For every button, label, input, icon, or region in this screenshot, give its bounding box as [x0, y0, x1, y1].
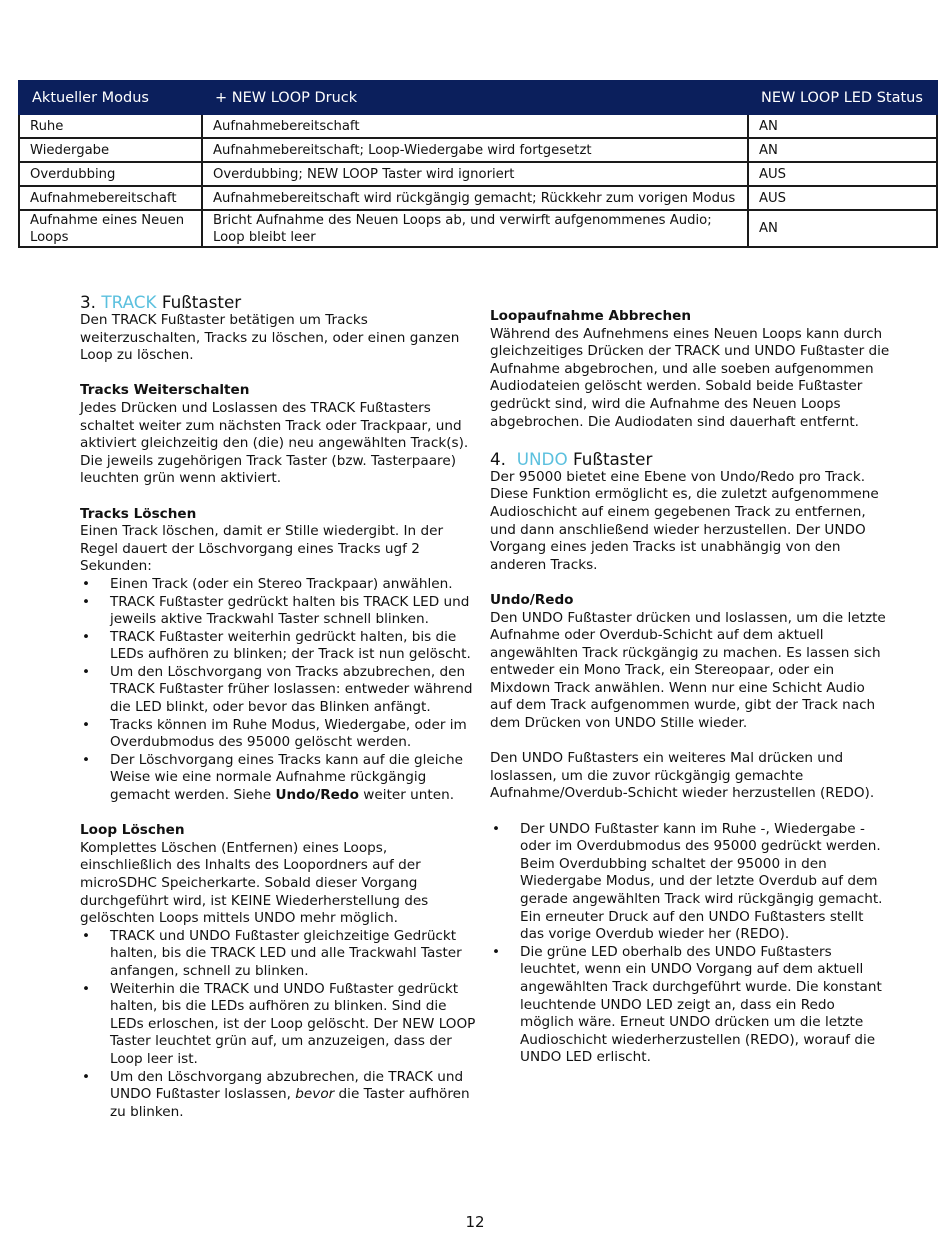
list-item-text: weiter unten.	[358, 787, 455, 804]
list-item-text: Um den Löschvorgang abzubrechen, die TRACK und UNDO Fußtaster loslassen,	[110, 1068, 464, 1103]
table-cell: Aufnahmebereitschaft	[19, 186, 202, 210]
section-heading-undo	[490, 449, 890, 469]
table-cell: Aufnahmebereitschaft	[202, 114, 748, 138]
table-cell	[202, 186, 748, 210]
list-item	[110, 752, 478, 805]
list-item-text: die Taster aufhören zu blinken.	[110, 1086, 470, 1120]
table-cell: AUS	[748, 186, 937, 210]
paragraph: Den UNDO Fußtasters ein weiteres Mal drücken und loslassen, um die zuvor rückgängig gemachte Aufnahme/Overdub-Schicht wieder herzustellen (REDO).	[490, 750, 875, 802]
paragraph: Während des Aufnehmens eines Neuen Loops kann durch gleichzeitiges Drücken der TRACK und UNDO Fußtaster die Aufnahme abgebrochen, und alle soeben aufgenommen Audiodateien gelöscht werden. Sobald beide Fußtaster gedrückt sind, wird die Aufnahme des Neuen Loops abgebrochen. Die Audiodaten sind dauerhaft entfernt.	[490, 325, 890, 430]
table-cell: AN	[748, 114, 937, 138]
table-cell: Overdubbing; NEW LOOP Taster wird ignoriert	[202, 162, 748, 186]
table-cell: Aufnahmebereitschaft; Loop-Wiedergabe wird fortgesetzt	[202, 138, 748, 162]
table-cell: Aufnahme eines Neuen Loops	[19, 210, 202, 247]
list-item: • Die grüne LED oberhalb des UNDO Fußtasters leuchtet, wenn ein UNDO Vorgang auf dem aktuell angewählten Track durchgeführt wurde. Die konstant leuchtende UNDO LED zeigt an, dass ein Redo möglich wäre. Erneut UNDO drücken um die letzte Audioschicht wiederherzustellen (REDO), worauf die UNDO LED erlischt.	[520, 944, 890, 1067]
list-item-text: Der Löschvorgang eines Tracks kann auf die gleiche Weise wie eine normale Aufnahme rückgängig gemacht werden. Siehe	[110, 751, 463, 804]
table-row	[19, 138, 937, 162]
table-row	[19, 114, 937, 138]
table-cell-text: Aufnahmebereitschaft wird rückgängig gemacht; Rückkehr zum vorigen Modus	[213, 190, 736, 206]
list-item-bold: Undo/Redo	[275, 787, 359, 804]
list-item	[110, 1069, 478, 1122]
subheading: Loop Löschen	[80, 822, 185, 839]
table-cell: Bricht Aufnahme des Neuen Loops ab, und verwirft aufgenommenes Audio; Loop bleibt leer	[202, 210, 748, 247]
table-cell: Ruhe	[19, 114, 202, 138]
list-item: • Tracks können im Ruhe Modus, Wiedergabe, oder im Overdubmodus des 95000 gelöscht werden.	[110, 717, 478, 752]
list-item: • TRACK und UNDO Fußtaster gleichzeitige Gedrückt halten, bis die TRACK LED und alle Trackwahl Taster anfangen, schnell zu blinken.	[110, 928, 478, 981]
section-heading-track	[80, 292, 478, 312]
heading-text: Fußtaster	[161, 292, 242, 312]
list-item: • Der UNDO Fußtaster kann im Ruhe -, Wiedergabe - oder im Overdubmodus des 95000 gedrückt werden. Beim Overdubbing schaltet der 95000 in den Wiedergabe Modus, und der letzte Overdub auf dem gerade angewählten Track wird rückgängig gemacht. Ein erneuter Druck auf den UNDO Fußtasters stellt das vorige Overdub wieder her (REDO).	[520, 821, 890, 944]
list-item: • Einen Track (oder ein Stereo Trackpaar) anwählen.	[110, 576, 478, 594]
table-row	[19, 210, 937, 247]
table-row	[19, 162, 937, 186]
subheading: Undo/Redo	[490, 591, 574, 608]
bullet-list	[80, 928, 478, 1122]
list-item: • TRACK Fußtaster weiterhin gedrückt halten, bis die LEDs aufhören zu blinken; der Track ist nun gelöscht.	[110, 629, 478, 664]
page-number: 12	[465, 1213, 485, 1231]
heading-number: 4.	[490, 448, 507, 469]
heading-text: Fußtaster	[573, 448, 653, 469]
table-header: + NEW LOOP Druck	[202, 81, 748, 114]
bullet-list	[490, 821, 890, 1067]
heading-number: 3.	[80, 292, 97, 312]
left-column	[80, 292, 478, 1121]
heading-accent: TRACK	[101, 292, 157, 312]
paragraph: Einen Track löschen, damit er Stille wiedergibt. In der Regel dauert der Löschvorgang eines Tracks ugf 2 Sekunden:	[80, 523, 444, 575]
table-cell: AN	[748, 210, 937, 247]
subheading: Tracks Löschen	[80, 505, 197, 522]
list-item: • Weiterhin die TRACK und UNDO Fußtaster gedrückt halten, bis die LEDs aufhören zu blinken. Sind die LEDs erloschen, ist der Loop gelöscht. Der NEW LOOP Taster leuchtet grün auf, um anzuzeigen, dass der Loop leer ist.	[110, 981, 478, 1069]
table-cell: AN	[748, 138, 937, 162]
paragraph: Den UNDO Fußtaster drücken und loslassen, um die letzte Aufnahme oder Overdub-Schicht auf dem aktuell angewählten Track rückgängig zu machen. Es lassen sich entweder ein Mono Track, ein Stereopaar, oder ein Mixdown Track anwählen. Wenn nur eine Schicht Audio auf dem Track aufgenommen wurde, gibt der Track nach dem Drücken von UNDO Stille wieder.	[490, 609, 886, 732]
table-row	[19, 186, 937, 210]
table-header-row	[19, 81, 937, 114]
mode-table	[18, 80, 938, 248]
table-header: Aktueller Modus	[19, 81, 202, 114]
paragraph: Komplettes Löschen (Entfernen) eines Loops, einschließlich des Inhalts des Loopordners auf der microSDHC Speicherkarte. Sobald dieser Vorgang durchgeführt wird, ist KEINE Wiederherstellung des gelöschten Loops mittels UNDO mehr möglich.	[80, 839, 429, 927]
subheading: Loopaufnahme Abbrechen	[490, 308, 692, 324]
table-cell: Wiedergabe	[19, 138, 202, 162]
table-cell: AUS	[748, 162, 937, 186]
paragraph: Der 95000 bietet eine Ebene von Undo/Redo pro Track. Diese Funktion ermöglicht es, die zuletzt aufgenommene Audioschicht auf einem gegebenen Track zu entfernen, und dann anschließend wieder herzustellen. Der UNDO Vorgang eines jeden Tracks ist unabhängig von den anderen Tracks.	[490, 468, 879, 573]
list-item: • Um den Löschvorgang von Tracks abzubrechen, den TRACK Fußtaster früher loslassen: entweder während die LED blinkt, oder bevor das Blinken anfängt.	[110, 664, 478, 717]
heading-accent: UNDO	[516, 448, 568, 469]
paragraph: Den TRACK Fußtaster betätigen um Tracks weiterzuschalten, Tracks zu löschen, oder einen ganzen Loop zu löschen.	[80, 312, 460, 364]
table-header: NEW LOOP LED Status	[748, 81, 937, 114]
right-column	[490, 308, 890, 1067]
bullet-list	[80, 576, 478, 805]
table-cell: Overdubbing	[19, 162, 202, 186]
list-item: • TRACK Fußtaster gedrückt halten bis TRACK LED und jeweils aktive Trackwahl Taster schnell blinken.	[110, 594, 478, 629]
subheading: Tracks Weiterschalten	[80, 382, 250, 399]
list-item-italic: bevor	[295, 1086, 335, 1103]
paragraph: Jedes Drücken und Loslassen des TRACK Fußtasters schaltet weiter zum nächsten Track oder Trackpaar, und aktiviert gleichzeitig den (die) neu angewählten Track(s). Die jeweils zugehörigen Track Taster (bzw. Tasterpaare) leuchten grün wenn aktiviert.	[80, 399, 469, 487]
